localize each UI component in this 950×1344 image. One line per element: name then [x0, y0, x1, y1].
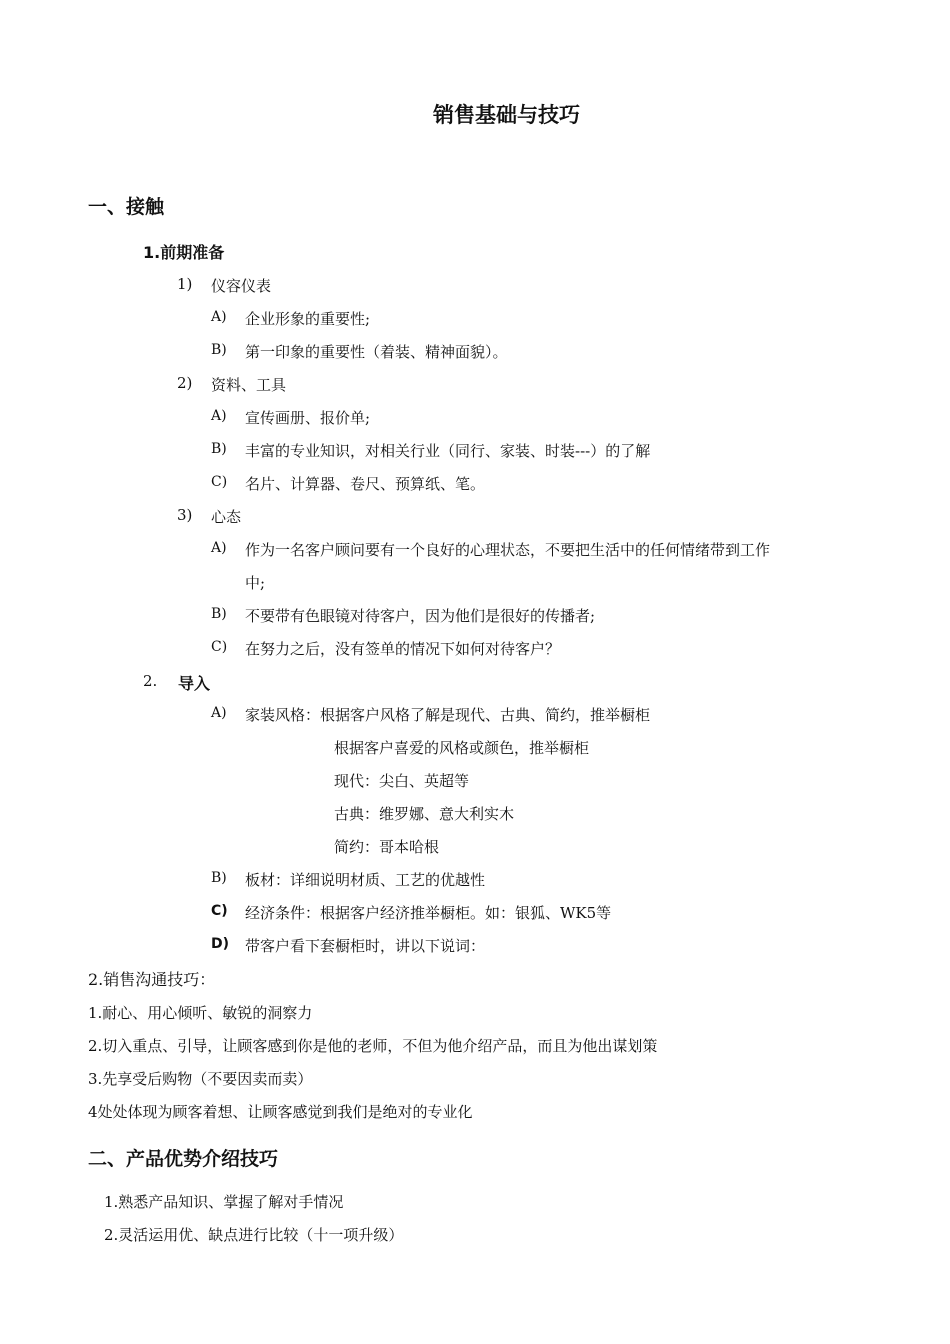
- style-detail: 现代：尖白、英超等: [334, 772, 470, 790]
- list-marker: A): [211, 705, 227, 721]
- section-heading-2: 二、产品优势介绍技巧: [88, 1148, 279, 1170]
- list-item: 经济条件：根据客户经济推举橱柜。如：银狐、WK5等: [245, 904, 612, 922]
- list-marker: D): [211, 936, 230, 952]
- list-marker: C): [211, 474, 228, 490]
- list-marker: A): [211, 540, 227, 556]
- style-detail: 古典：维罗娜、意大利实木: [334, 805, 515, 823]
- list-item: 带客户看下套橱柜时，讲以下说词：: [245, 937, 486, 955]
- subsection-heading-introduction: 导入: [178, 674, 211, 693]
- list-item-continuation: 中;: [245, 574, 266, 592]
- style-detail: 简约：哥本哈根: [334, 838, 440, 856]
- item-number: 1): [177, 275, 193, 293]
- list-item: 不要带有色眼镜对待客户，因为他们是很好的传播者;: [245, 607, 596, 625]
- list-item: 在努力之后，没有签单的情况下如何对待客户？: [245, 640, 561, 658]
- list-item: 宣传画册、报价单;: [245, 409, 371, 427]
- list-item: 2.灵活运用优、缺点进行比较（十一项升级）: [104, 1226, 404, 1244]
- communication-item: 1.耐心、用心倾听、敏锐的洞察力: [88, 1004, 313, 1022]
- list-item: 第一印象的重要性（着装、精神面貌）。: [245, 343, 508, 361]
- list-marker: B): [211, 441, 227, 457]
- list-item: 丰富的专业知识，对相关行业（同行、家装、时装---）的了解: [245, 442, 651, 460]
- list-marker: B): [211, 870, 227, 886]
- list-item: 企业形象的重要性;: [245, 310, 371, 328]
- subsection-number: 2.: [143, 672, 158, 690]
- communication-item: 2.切入重点、引导，让顾客感到你是他的老师，不但为他介绍产品，而且为他出谋划策: [88, 1037, 658, 1055]
- communication-heading: 2.销售沟通技巧：: [88, 970, 216, 989]
- item-number: 2): [177, 374, 193, 392]
- subsection-heading-preparation: 1.前期准备: [143, 243, 225, 262]
- list-item: 名片、计算器、卷尺、预算纸、笔。: [245, 475, 486, 493]
- item-label: 仪容仪表: [211, 277, 272, 295]
- list-item: 作为一名客户顾问要有一个良好的心理状态，不要把生活中的任何情绪带到工作: [245, 541, 771, 559]
- document-title: 销售基础与技巧: [433, 103, 580, 127]
- list-item: 1.熟悉产品知识、掌握了解对手情况: [104, 1193, 344, 1211]
- item-label: 资料、工具: [211, 376, 287, 394]
- list-marker: A): [211, 408, 227, 424]
- list-marker: B): [211, 606, 227, 622]
- style-detail: 根据客户喜爱的风格或颜色，推举橱柜: [334, 739, 590, 757]
- list-marker: A): [211, 309, 227, 325]
- list-marker: C): [211, 903, 228, 919]
- section-heading-1: 一、接触: [88, 196, 165, 218]
- list-item: 板材：详细说明材质、工艺的优越性: [245, 871, 486, 889]
- list-marker: B): [211, 342, 227, 358]
- item-number: 3): [177, 506, 193, 524]
- list-marker: C): [211, 639, 228, 655]
- communication-item: 3.先享受后购物（不要因卖而卖）: [88, 1070, 313, 1088]
- list-item: 家装风格：根据客户风格了解是现代、古典、简约，推举橱柜: [245, 706, 651, 724]
- communication-item: 4处处体现为顾客着想、让顾客感觉到我们是绝对的专业化: [88, 1103, 473, 1121]
- item-label: 心态: [211, 508, 242, 526]
